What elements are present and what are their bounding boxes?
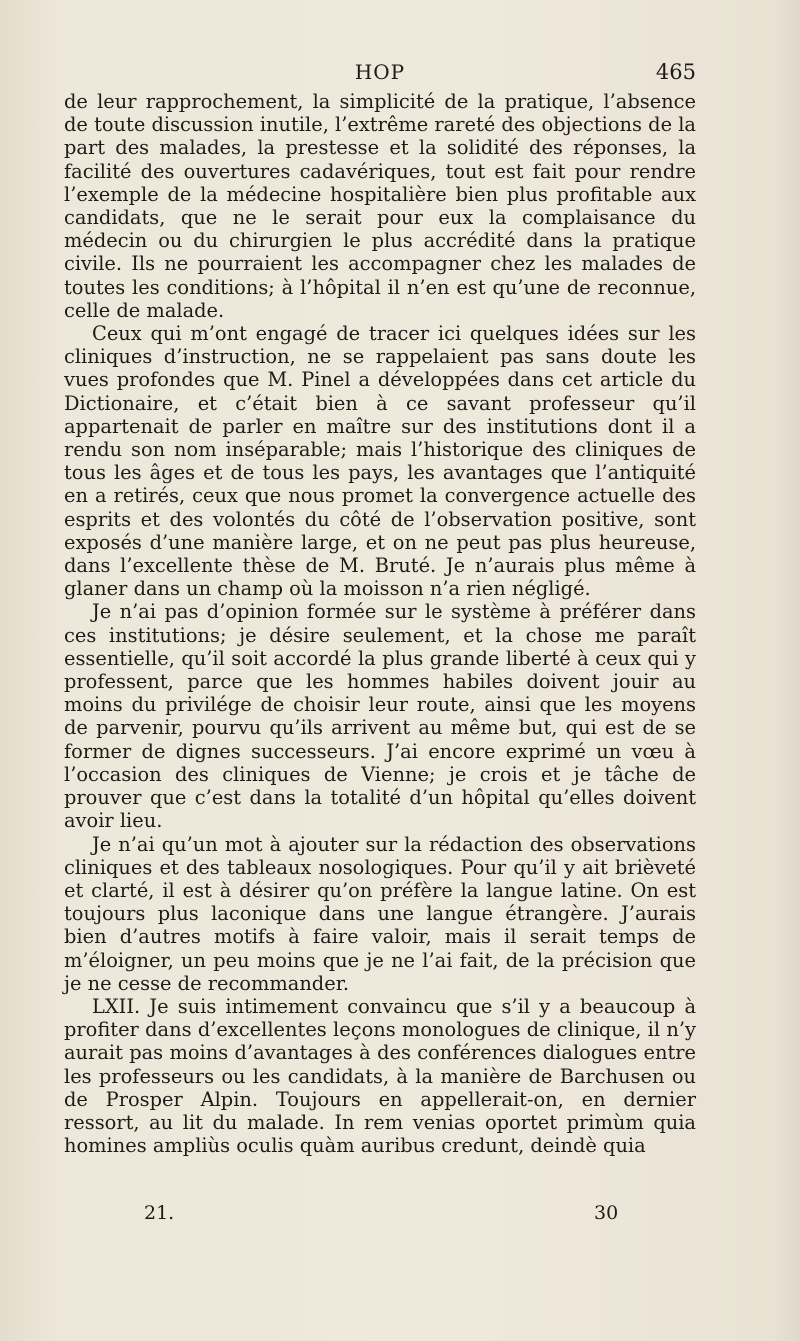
paragraph-3: Je n’ai pas d’opinion formée sur le système à préférer dans ces institutions; je désire seulement, et la chose me paraît essentielle, qu’il soit accordé la plus grande liberté à ceux qui y professent, parce que les hommes habiles doivent jouir au moins du privilége de choisir leur route, ainsi que les moyens de parvenir, pourvu qu’ils arrivent au même but, qui est de se former de dignes successeurs. J’ai encore exprimé un vœu à l’occasion des cliniques de Vienne; je crois et je tâche de prouver que c’est dans la totalité d’un hôpital qu’elles doivent avoir lieu. bbox=[64, 600, 696, 833]
page-edge-shadow bbox=[772, 0, 800, 1341]
page-footer bbox=[64, 1202, 696, 1230]
signature-mark: 21. bbox=[144, 1202, 175, 1224]
running-title: HOP bbox=[354, 60, 406, 84]
paragraph-2: Ceux qui m’ont engagé de tracer ici quelques idées sur les cliniques d’instruction, ne se rappelaient pas sans doute les vues profondes que M. Pinel a développées dans cet article du Dictionaire, et c’était bien à ce savant professeur qu’il appartenait de parler en maître sur des institutions dont il a rendu son nom inséparable; mais l’historique des cliniques de tous les âges et de tous les pays, les avantages que l’antiquité en a retirés, ceux que nous promet la convergence actuelle des esprits et des volontés du côté de l’observation positive, sont exposés d’une manière large, et on ne peut pas plus heureuse, dans l’excellente thèse de M. Bruté. Je n’aurais plus même à glaner dans un champ où la moisson n’a rien négligé. bbox=[64, 322, 696, 601]
page-number: 465 bbox=[655, 60, 696, 84]
paragraph-1: de leur rapprochement, la simplicité de la pratique, l’absence de toute discussion inutile, l’extrême rareté des objections de la part des malades, la prestesse et la solidité des réponses, la facilité des ouvertures cadavériques, tout est fait pour rendre l’exemple de la médecine hospitalière bien plus profitable aux candidats, que ne le serait pour eux la complaisance du médecin ou du chirurgien le plus accrédité dans la pratique civile. Ils ne pourraient les accompagner chez les malades de toutes les conditions; à l’hôpital il n’en est qu’une de reconnue, celle de malade. bbox=[64, 90, 696, 322]
paragraph-5: LXII. Je suis intimement convaincu que s’il y a beaucoup à profiter dans d’excellentes leçons monologues de clinique, il n’y aurait pas moins d’avantages à des conférences dialogues entre les professeurs ou les candidats, à la manière de Barchusen ou de Prosper Alpin. Toujours en appellerait-on, en dernier ressort, au lit du malade. In rem venias oportet primùm quia homines ampliùs oculis quàm auribus credunt, deindè quia bbox=[64, 994, 696, 1158]
catchword: 30 bbox=[594, 1202, 619, 1224]
body-text bbox=[64, 90, 696, 1157]
paragraph-4: Je n’ai qu’un mot à ajouter sur la rédaction des observations cliniques et des tableaux nosologiques. Pour qu’il y ait brièveté et clarté, il est à désirer qu’on préfère la langue latine. On est toujours plus laconique dans une langue étrangère. J’aurais bien d’autres motifs à faire valoir, mais il serait temps de m’éloigner, un peu moins que je ne l’ai fait, de la précision que je ne cesse de recommander. bbox=[64, 832, 696, 995]
page-header bbox=[64, 58, 696, 88]
